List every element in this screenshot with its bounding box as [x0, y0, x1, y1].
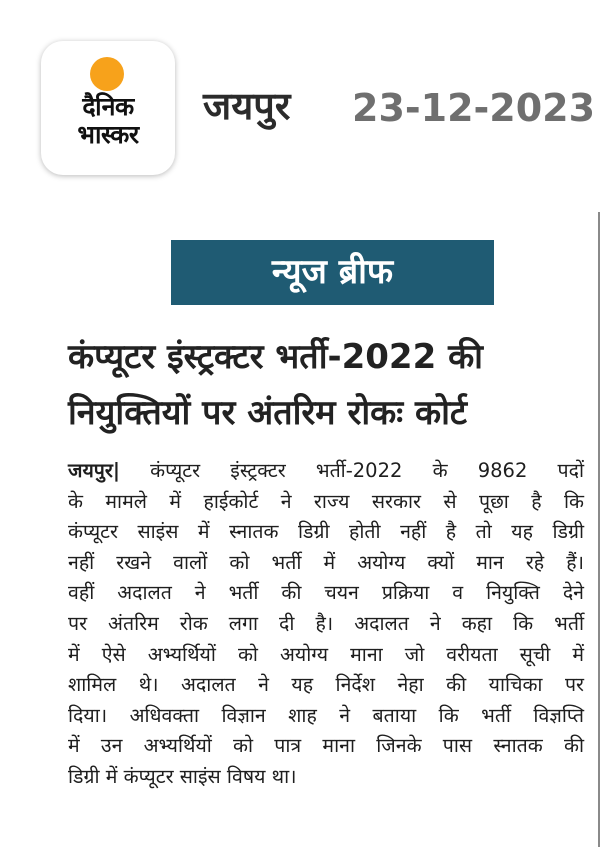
dateline: जयपुर| [68, 459, 120, 482]
logo-text-line2: भास्कर [77, 120, 139, 149]
body-line-10: में उन अभ्यर्थियों को पात्र माना जिनके पास स्नातक की [68, 734, 584, 758]
body-line-1 [68, 456, 584, 487]
body-line-11: डिग्री में कंप्यूटर साइंस विषय था। [68, 764, 297, 788]
edition-date: 23-12-2023 [352, 86, 596, 130]
column-divider [598, 212, 600, 847]
headline-line-1: कंप्यूटर इंस्ट्रक्टर भर्ती-2022 की [68, 337, 483, 377]
body-line-7: में ऐसे अभ्यर्थियों को अयोग्य माना जो वरीयता सूची में [68, 642, 584, 666]
body-line-9: दिया। अधिवक्ता विज्ञान शाह ने बताया कि भर्ती विज्ञप्ति [68, 703, 584, 727]
sun-dot-icon [90, 57, 124, 91]
logo-text-line1: दैनिक [82, 92, 134, 121]
body-line-4: नहीं रखने वालों को भर्ती में अयोग्य क्यों मान रहे हैं। [68, 550, 584, 574]
body-line-2: के मामले में हाईकोर्ट ने राज्य सरकार से पूछा है कि [68, 489, 584, 513]
article-headline [68, 329, 588, 441]
dainik-bhaskar-logo [41, 41, 175, 175]
article-body [68, 456, 584, 793]
headline-line-2: नियुक्तियों पर अंतरिम रोकः कोर्ट [68, 393, 468, 433]
body-line-5: वहीं अदालत ने भर्ती की चयन प्रक्रिया व नियुक्ति देने [68, 581, 584, 605]
body-line-6: पर अंतरिम रोक लगा दी है। अदालत ने कहा कि भर्ती [68, 611, 584, 635]
body-line-1-text: कंप्यूटर इंस्ट्रक्टर भर्ती-2022 के 9862 पदों [150, 459, 585, 482]
body-line-3: कंप्यूटर साइंस में स्नातक डिग्री होती नहीं है तो यह डिग्री [68, 520, 584, 544]
body-line-8: शामिल थे। अदालत ने यह निर्देश नेहा की याचिका पर [68, 673, 584, 697]
edition-city: जयपुर [203, 84, 291, 128]
section-banner: न्यूज ब्रीफ [171, 240, 494, 305]
